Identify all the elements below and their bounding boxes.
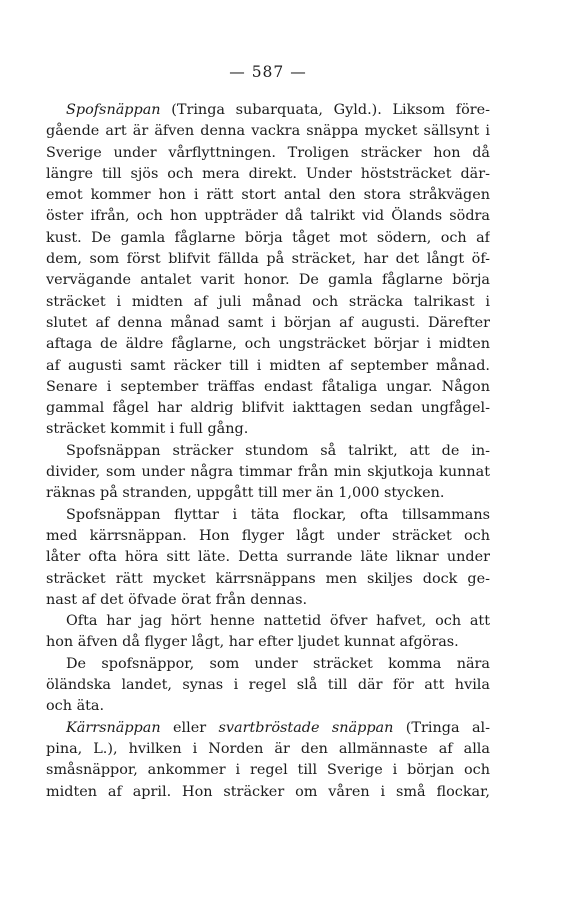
italic-species-name: svartbröstade snäppan [218,719,394,736]
text-line [46,718,490,739]
text-run: emot kommer hon i rätt stort antal den stora stråkvägen [46,187,490,204]
text-line [46,632,490,653]
text-run: Ofta har jag hört henne nattetid öfver hafvet, och att [66,613,490,630]
text-run: öster ifrån, och hon uppträder då talrikt vid Ölands södra [46,208,490,225]
text-run: slutet af denna månad samt i början af augusti. Därefter [46,314,490,331]
text-run: småsnäppor, ankommer i regel till Sverige i början och [46,762,490,779]
text-run: midten af april. Hon sträcker om våren i små flockar, [46,783,490,800]
text-line [46,206,490,227]
text-run: gående art är äfven denna vackra snäppa mycket sällsynt i [46,123,490,140]
text-run: öländska landet, synas i regel slå till där för att hvila [46,677,490,694]
text-line [46,121,490,142]
text-line [46,547,490,568]
text-run: nast af det öfvade örat från dennas. [46,591,308,608]
text-line [46,696,490,717]
text-run: Spofsnäppan sträcker stundom så talrikt, att de in- [66,442,490,459]
text-line [46,654,490,675]
text-line [46,419,490,440]
book-page [46,62,490,803]
text-line [46,526,490,547]
text-run: De spofsnäppor, som under sträcket komma nära [66,655,490,672]
text-run: vervägande antalet varit honor. De gamla fåglarne börja [46,272,490,289]
body-text [46,100,490,803]
text-run: längre till sjös och mera direkt. Under höststräcket där- [46,165,490,182]
text-run: dem, som först blifvit fällda på sträcket, har det långt öf- [46,251,490,268]
text-line [46,377,490,398]
text-run: pina, L.), hvilken i Norden är den allmännaste af alla [46,740,490,757]
text-run: med kärrsnäppan. Hon flyger lågt under sträcket och [46,527,490,544]
text-line [46,164,490,185]
text-line [46,675,490,696]
text-line [46,760,490,781]
text-line [46,143,490,164]
text-line [46,398,490,419]
text-line [46,782,490,803]
text-run: divider, som under några timmar från min skjutkoja kunnat [46,464,490,481]
text-line [46,185,490,206]
text-run: aftaga de äldre fåglarne, och ungsträcket börjar i midten [46,336,490,353]
text-line [46,590,490,611]
text-line [46,100,490,121]
text-run: (Tringa al- [393,719,490,736]
text-run: af augusti samt räcker till i midten af september månad. [46,357,490,374]
page-number: — 587 — [229,63,307,81]
text-run: sträcket rätt mycket kärrsnäppans men skiljes dock ge- [46,570,490,587]
text-run: Sverige under vårflyttningen. Troligen sträcker hon då [46,144,490,161]
text-line [46,483,490,504]
text-line [46,228,490,249]
text-run: sträcket kommit i full gång. [46,421,249,438]
text-line [46,611,490,632]
text-run: hon äfven då flyger lågt, har efter ljudet kunnat afgöras. [46,634,459,651]
text-line [46,270,490,291]
text-line [46,739,490,760]
text-line [46,462,490,483]
text-run: (Tringa subarquata, Gyld.). Liksom före- [160,102,490,118]
italic-species-name: Spofsnäppan [66,102,161,118]
text-run: Spofsnäppan flyttar i täta flockar, ofta tillsammans [66,506,490,523]
text-run: Senare i september träffas endast fåtaliga ungar. Någon [46,378,490,395]
text-run: gammal fågel har aldrig blifvit iakttagen sedan ungfågel- [46,400,490,417]
text-run: kust. De gamla fåglarne börja tåget mot södern, och af [46,229,490,246]
text-line [46,334,490,355]
text-run: och äta. [46,698,105,715]
text-run: eller [160,719,219,736]
text-line [46,356,490,377]
text-line [46,249,490,270]
text-run: låter ofta höra sitt läte. Detta surrande läte liknar under [46,549,490,566]
text-line [46,313,490,334]
italic-species-name: Kärrsnäppan [66,719,161,736]
text-line [46,569,490,590]
text-line [46,505,490,526]
text-line [46,441,490,462]
text-line [46,292,490,313]
text-run: sträcket i midten af juli månad och sträcka talrikast i [46,293,490,310]
text-run: räknas på stranden, uppgått till mer än 1,000 stycken. [46,485,445,502]
